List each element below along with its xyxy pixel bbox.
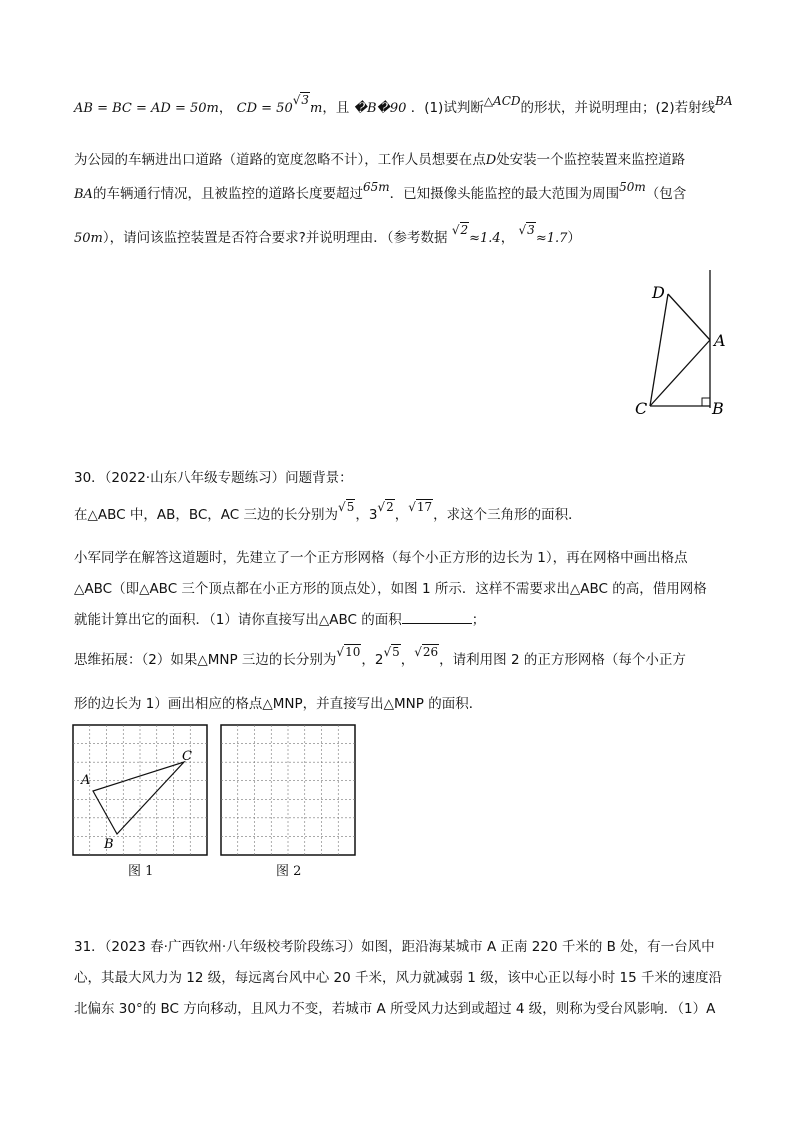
label-a: A	[714, 331, 726, 350]
label-b: B	[104, 837, 114, 852]
q31-line-2: 心，其最大风力为 12 级，每远离台风中心 20 千米，风力就减弱 1 级，该中心正以每小时 15 千米的速度沿	[74, 970, 722, 986]
q30-line-5	[74, 645, 740, 670]
sqrt-radicand: 5	[392, 645, 400, 659]
value-50m: 50m	[74, 231, 103, 246]
approx-value: ≈1.4	[469, 231, 501, 246]
text-span: ，请利用图 2 的正方形网格（每个小正方	[439, 652, 686, 668]
label-c: C	[182, 749, 192, 764]
sqrt-symbol: √5	[383, 645, 400, 659]
text-span: （包含	[645, 186, 687, 202]
label-c: C	[635, 399, 648, 418]
garbled-angle-b: �B�90	[353, 101, 407, 116]
sqrt-radicand: 2	[386, 500, 394, 514]
q29-line-1	[74, 93, 740, 119]
text-span: ；	[471, 612, 486, 628]
triangle-acd: △ACD	[483, 94, 521, 108]
sqrt-symbol: √2	[451, 223, 469, 237]
label-a: A	[81, 773, 91, 788]
text-span: 处安装一个监控装置来监控道路	[496, 152, 686, 168]
eq-cd-suffix: m	[310, 101, 323, 116]
separator: ，	[218, 100, 233, 116]
segment-ba: BA	[74, 187, 93, 202]
q29-line-2	[74, 150, 740, 171]
figure-1-grid	[72, 724, 208, 856]
text-span: 思维拓展：（2）如果△MNP 三边的长分别为	[74, 652, 337, 668]
figure-2-caption: 图 2	[276, 864, 302, 879]
sqrt-symbol: √2	[377, 500, 394, 514]
q30-header: 30．（2022·山东八年级专题练习）问题背景：	[74, 470, 353, 486]
separator: ，	[500, 230, 515, 246]
q29-geometry-figure	[635, 268, 750, 424]
q31-line-1: 31．（2023 春·广西钦州·八年级校考阶段练习）如图，距沿海某城市 A 正南 220 千米的 B 处，有一台风中	[74, 939, 715, 955]
sqrt-symbol: √5	[338, 500, 355, 514]
separator: ，2	[361, 652, 384, 668]
separator: ，	[400, 652, 415, 668]
separator: ，	[394, 507, 409, 523]
q30-line-3: △ABC（即△ABC 三个顶点都在小正方形的顶点处），如图 1 所示．这样不需要求出△ABC 的高，借用网格	[74, 581, 707, 597]
separator: ，3	[355, 507, 378, 523]
text-span: 就能计算出它的面积．（1）请你直接写出△ABC 的面积	[74, 612, 402, 628]
label-d: D	[652, 283, 665, 302]
ref-sqrt3	[518, 223, 568, 246]
sqrt-symbol: √3	[292, 93, 310, 107]
sqrt-radicand: 17	[416, 500, 433, 514]
equation-ab-bc-ad: AB = BC = AD = 50m	[74, 101, 219, 116]
label-b: B	[712, 399, 724, 418]
text-span: ），请问该监控装置是否符合要求?并说明理由．（参考数据	[102, 230, 448, 246]
text-span: 的形状，并说明理由；(2)若射线	[520, 100, 716, 116]
sqrt-symbol: √10	[336, 645, 361, 659]
q29-line-4	[74, 223, 740, 249]
sqrt-radicand: 10	[345, 645, 361, 659]
q29-line-3	[74, 180, 740, 205]
text-span: ）	[567, 230, 581, 246]
sqrt-radicand: 3	[301, 93, 310, 107]
segment-da	[668, 294, 710, 340]
sqrt-radicand: 2	[460, 223, 469, 237]
sqrt-radicand: 26	[422, 645, 439, 659]
sqrt-radicand: 5	[346, 500, 355, 514]
ray-ba: BA	[715, 94, 733, 108]
separator: ，且	[322, 100, 350, 116]
sqrt-radicand: 3	[527, 223, 535, 237]
text-span: ．(1)试判断	[410, 100, 484, 116]
ref-sqrt2	[451, 223, 501, 246]
figure-2-grid	[220, 724, 356, 856]
q30-line-4	[74, 610, 740, 630]
text-span: 在△ABC 中，AB，BC，AC 三边的长分别为	[74, 507, 339, 523]
answer-blank[interactable]	[402, 611, 472, 624]
right-angle-mark	[702, 398, 710, 406]
range-50m: 50m	[619, 180, 646, 194]
equation-cd	[236, 93, 323, 116]
text-span: ．已知摄像头能监控的最大范围为周围	[389, 186, 620, 202]
q30-line-2: 小军同学在解答这道题时，先建立了一个正方形网格（每个小正方形的边长为 1），再在网格中画出格点	[74, 550, 688, 566]
text-span: 的车辆通行情况，且被监控的道路长度要超过	[92, 186, 363, 202]
figure-1-caption: 图 1	[128, 864, 154, 879]
text-span: 为公园的车辆进出口道路（道路的宽度忽略不计），工作人员想要在点	[74, 152, 486, 168]
sqrt-symbol: √3	[518, 223, 535, 237]
sqrt-symbol: √26	[414, 645, 439, 659]
q30-line-1	[74, 500, 740, 525]
text-span: ，求这个三角形的面积．	[433, 507, 582, 523]
length-65m: 65m	[362, 180, 390, 194]
approx-value: ≈1.7	[535, 231, 568, 246]
eq-cd-prefix: CD = 50	[236, 101, 293, 116]
q30-line-6: 形的边长为 1）画出相应的格点△MNP，并直接写出△MNP 的面积．	[74, 696, 483, 712]
q31-line-3: 北偏东 30°的 BC 方向移动，且风力不变，若城市 A 所受风力达到或超过 4 级，则称为受台风影响．（1）A	[74, 1001, 716, 1017]
point-d: D	[485, 153, 497, 168]
sqrt-symbol: √17	[408, 500, 433, 514]
